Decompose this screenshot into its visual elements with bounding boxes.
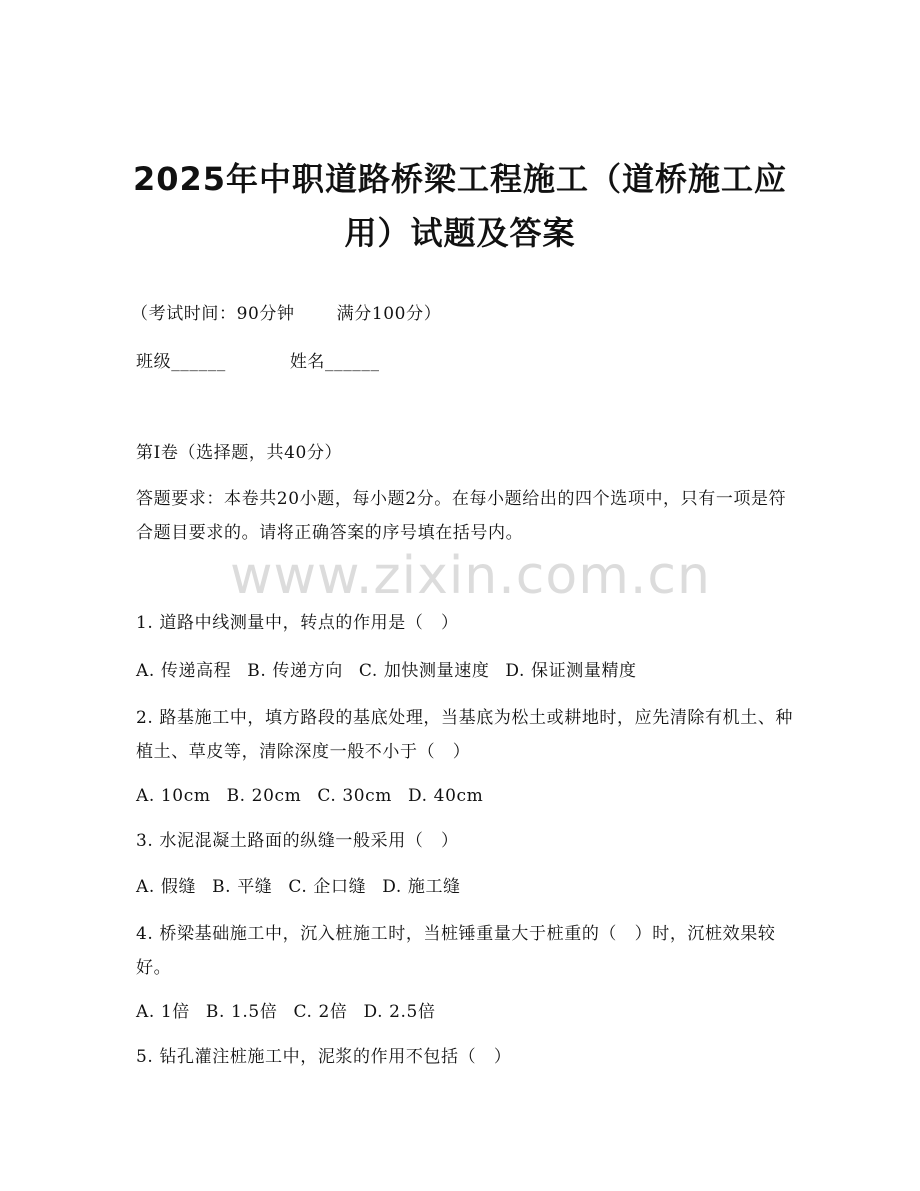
- question-1-options: [136, 654, 796, 688]
- question-1-option-b: B. 传递方向: [247, 661, 343, 681]
- question-3-options: [136, 870, 796, 904]
- question-2-options: [136, 779, 796, 813]
- question-4-option-a: A. 1倍: [136, 1002, 190, 1022]
- exam-score: 满分100分）: [336, 304, 442, 324]
- question-3-stem: 3. 水泥混凝土路面的纵缝一般采用（ ）: [136, 831, 459, 851]
- question-3-option-c: C. 企口缝: [288, 877, 367, 897]
- question-4-option-d: D. 2.5倍: [363, 1002, 436, 1022]
- question-2-option-d: D. 40cm: [408, 786, 484, 806]
- question-2-stem: 2. 路基施工中，填方路段的基底处理，当基底为松土或耕地时，应先清除有机土、种植土、草皮等，清除深度一般不小于（ ）: [136, 708, 794, 762]
- question-2-option-a: A. 10cm: [136, 786, 211, 806]
- question-2-option-b: B. 20cm: [226, 786, 302, 806]
- title-line-2: 用）试题及答案: [344, 214, 576, 252]
- question-3-option-b: B. 平缝: [212, 877, 273, 897]
- question-5-stem: 5. 钻孔灌注桩施工中，泥浆的作用不包括（ ）: [136, 1047, 512, 1067]
- question-1-option-d: D. 保证测量精度: [505, 661, 637, 681]
- question-4-stem: 4. 桥梁基础施工中，沉入桩施工时，当桩锤重量大于桩重的（ ）时，沉桩效果较好。: [136, 924, 776, 978]
- student-info: [136, 345, 796, 379]
- section-heading: 第Ⅰ卷（选择题，共40分）: [136, 443, 343, 463]
- question-2-option-c: C. 30cm: [317, 786, 393, 806]
- document-title: [120, 152, 800, 260]
- question-4-option-b: B. 1.5倍: [205, 1002, 278, 1022]
- question-4-options: [136, 995, 796, 1029]
- question-1-stem: 1. 道路中线测量中，转点的作用是（ ）: [136, 613, 459, 633]
- question-4-option-c: C. 2倍: [293, 1002, 348, 1022]
- title-line-1: 2025年中职道路桥梁工程施工（道桥施工应: [132, 160, 788, 198]
- name-field: 姓名______: [289, 352, 380, 372]
- class-field: 班级______: [136, 352, 226, 372]
- question-1-option-c: C. 加快测量速度: [358, 661, 490, 681]
- question-3-option-d: D. 施工缝: [382, 877, 461, 897]
- exam-time: （考试时间：90分钟: [131, 304, 295, 324]
- watermark: www.zixin.com.cn: [230, 546, 711, 606]
- exam-info: [131, 297, 791, 331]
- section-instructions: 答题要求：本卷共20小题，每小题2分。在每小题给出的四个选项中，只有一项是符合题目要求的。请将正确答案的序号填在括号内。: [136, 489, 787, 543]
- question-3-option-a: A. 假缝: [136, 877, 197, 897]
- question-1-option-a: A. 传递高程: [136, 661, 232, 681]
